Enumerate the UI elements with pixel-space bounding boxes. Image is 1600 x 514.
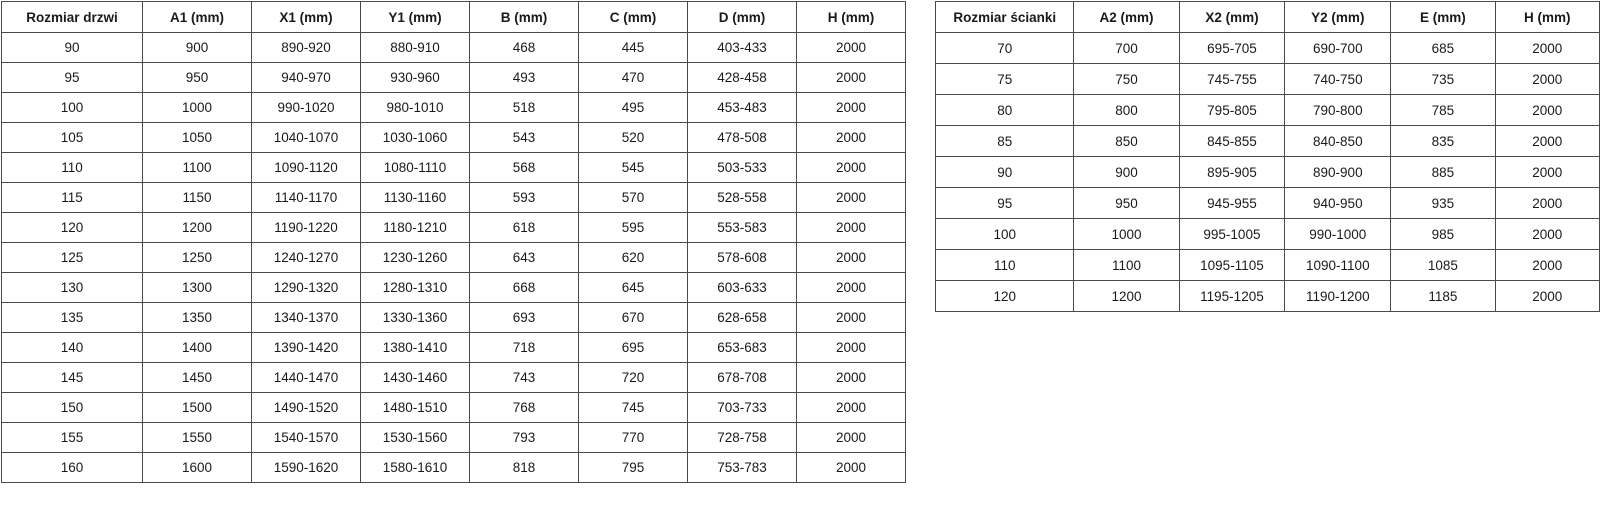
table-row	[2, 363, 906, 393]
table-cell: 840-850	[1285, 126, 1391, 157]
table-cell: 2000	[1495, 95, 1599, 126]
table-cell: 518	[470, 93, 579, 123]
table-cell: 2000	[797, 123, 906, 153]
column-header: D (mm)	[688, 2, 797, 33]
table-row	[2, 213, 906, 243]
table-cell: 2000	[797, 273, 906, 303]
table-cell: 75	[936, 64, 1074, 95]
table-cell: 900	[1074, 157, 1179, 188]
table-cell: 2000	[1495, 188, 1599, 219]
table-cell: 950	[143, 63, 252, 93]
table-cell: 1500	[143, 393, 252, 423]
column-header: H (mm)	[1495, 2, 1599, 33]
table-cell: 785	[1391, 95, 1495, 126]
column-header: A2 (mm)	[1074, 2, 1179, 33]
table-cell: 1195-1205	[1179, 281, 1285, 312]
table-cell: 1330-1360	[361, 303, 470, 333]
table-cell: 578-608	[688, 243, 797, 273]
table-cell: 835	[1391, 126, 1495, 157]
table-cell: 1490-1520	[252, 393, 361, 423]
table-cell: 643	[470, 243, 579, 273]
column-header: X1 (mm)	[252, 2, 361, 33]
table-cell: 140	[2, 333, 143, 363]
table-cell: 603-633	[688, 273, 797, 303]
table-cell: 528-558	[688, 183, 797, 213]
table-cell: 545	[579, 153, 688, 183]
table-cell: 155	[2, 423, 143, 453]
table-cell: 95	[936, 188, 1074, 219]
table-cell: 130	[2, 273, 143, 303]
table-cell: 80	[936, 95, 1074, 126]
wall-sizes-table-body	[936, 33, 1600, 312]
table-cell: 468	[470, 33, 579, 63]
table-cell: 2000	[1495, 250, 1599, 281]
table-cell: 790-800	[1285, 95, 1391, 126]
table-cell: 428-458	[688, 63, 797, 93]
table-cell: 795-805	[1179, 95, 1285, 126]
table-cell: 695	[579, 333, 688, 363]
table-cell: 1480-1510	[361, 393, 470, 423]
table-cell: 930-960	[361, 63, 470, 93]
table-cell: 1095-1105	[1179, 250, 1285, 281]
table-cell: 700	[1074, 33, 1179, 64]
table-cell: 70	[936, 33, 1074, 64]
table-cell: 890-920	[252, 33, 361, 63]
column-header: Y1 (mm)	[361, 2, 470, 33]
table-cell: 900	[143, 33, 252, 63]
table-cell: 618	[470, 213, 579, 243]
table-cell: 1550	[143, 423, 252, 453]
table-row	[2, 153, 906, 183]
table-cell: 770	[579, 423, 688, 453]
table-row	[936, 157, 1600, 188]
table-cell: 1190-1220	[252, 213, 361, 243]
table-cell: 120	[2, 213, 143, 243]
table-cell: 850	[1074, 126, 1179, 157]
table-cell: 1180-1210	[361, 213, 470, 243]
table-cell: 1150	[143, 183, 252, 213]
table-row	[2, 423, 906, 453]
table-row	[2, 123, 906, 153]
table-cell: 1000	[1074, 219, 1179, 250]
column-header: A1 (mm)	[143, 2, 252, 33]
table-cell: 985	[1391, 219, 1495, 250]
table-cell: 745-755	[1179, 64, 1285, 95]
table-row	[936, 126, 1600, 157]
table-cell: 503-533	[688, 153, 797, 183]
table-cell: 720	[579, 363, 688, 393]
table-cell: 1185	[1391, 281, 1495, 312]
table-cell: 90	[2, 33, 143, 63]
table-cell: 1200	[1074, 281, 1179, 312]
column-header: B (mm)	[470, 2, 579, 33]
table-cell: 1100	[143, 153, 252, 183]
table-cell: 895-905	[1179, 157, 1285, 188]
column-header: X2 (mm)	[1179, 2, 1285, 33]
table-cell: 885	[1391, 157, 1495, 188]
table-cell: 1590-1620	[252, 453, 361, 483]
table-cell: 1380-1410	[361, 333, 470, 363]
table-cell: 1350	[143, 303, 252, 333]
table-cell: 100	[936, 219, 1074, 250]
table-cell: 105	[2, 123, 143, 153]
table-cell: 1130-1160	[361, 183, 470, 213]
column-header: Rozmiar ścianki	[936, 2, 1074, 33]
table-cell: 1340-1370	[252, 303, 361, 333]
table-cell: 570	[579, 183, 688, 213]
table-cell: 793	[470, 423, 579, 453]
table-cell: 1090-1100	[1285, 250, 1391, 281]
table-cell: 1000	[143, 93, 252, 123]
table-cell: 1440-1470	[252, 363, 361, 393]
table-cell: 2000	[1495, 64, 1599, 95]
table-cell: 478-508	[688, 123, 797, 153]
table-cell: 2000	[1495, 281, 1599, 312]
table-cell: 695-705	[1179, 33, 1285, 64]
table-row	[2, 63, 906, 93]
table-cell: 110	[2, 153, 143, 183]
table-cell: 935	[1391, 188, 1495, 219]
wall-sizes-table	[935, 1, 1600, 312]
table-cell: 2000	[797, 33, 906, 63]
table-cell: 95	[2, 63, 143, 93]
table-cell: 125	[2, 243, 143, 273]
table-cell: 1230-1260	[361, 243, 470, 273]
table-cell: 890-900	[1285, 157, 1391, 188]
table-cell: 135	[2, 303, 143, 333]
table-cell: 470	[579, 63, 688, 93]
table-cell: 100	[2, 93, 143, 123]
table-cell: 520	[579, 123, 688, 153]
table-cell: 568	[470, 153, 579, 183]
column-header: E (mm)	[1391, 2, 1495, 33]
table-cell: 1300	[143, 273, 252, 303]
table-cell: 2000	[1495, 219, 1599, 250]
door-sizes-table-body	[2, 33, 906, 483]
table-cell: 628-658	[688, 303, 797, 333]
table-cell: 1530-1560	[361, 423, 470, 453]
table-cell: 703-733	[688, 393, 797, 423]
column-header: Y2 (mm)	[1285, 2, 1391, 33]
table-row	[2, 453, 906, 483]
table-cell: 2000	[797, 423, 906, 453]
table-row	[936, 219, 1600, 250]
table-cell: 2000	[797, 213, 906, 243]
table-cell: 445	[579, 33, 688, 63]
table-cell: 1600	[143, 453, 252, 483]
table-cell: 553-583	[688, 213, 797, 243]
table-cell: 595	[579, 213, 688, 243]
table-cell: 1050	[143, 123, 252, 153]
table-cell: 2000	[1495, 33, 1599, 64]
table-cell: 1140-1170	[252, 183, 361, 213]
table-cell: 1100	[1074, 250, 1179, 281]
table-row	[936, 64, 1600, 95]
table-cell: 693	[470, 303, 579, 333]
table-cell: 980-1010	[361, 93, 470, 123]
table-row	[936, 95, 1600, 126]
table-row	[2, 393, 906, 423]
table-cell: 795	[579, 453, 688, 483]
table-row	[936, 33, 1600, 64]
table-cell: 145	[2, 363, 143, 393]
table-cell: 2000	[797, 363, 906, 393]
column-header: H (mm)	[797, 2, 906, 33]
table-cell: 2000	[797, 63, 906, 93]
table-cell: 120	[936, 281, 1074, 312]
table-cell: 678-708	[688, 363, 797, 393]
table-cell: 1400	[143, 333, 252, 363]
table-cell: 718	[470, 333, 579, 363]
table-cell: 1250	[143, 243, 252, 273]
table-cell: 880-910	[361, 33, 470, 63]
table-cell: 940-970	[252, 63, 361, 93]
table-cell: 818	[470, 453, 579, 483]
table-row	[936, 281, 1600, 312]
table-cell: 2000	[797, 333, 906, 363]
table-row	[2, 183, 906, 213]
table-cell: 495	[579, 93, 688, 123]
table-cell: 750	[1074, 64, 1179, 95]
door-sizes-table-header	[2, 2, 906, 33]
table-cell: 735	[1391, 64, 1495, 95]
table-cell: 150	[2, 393, 143, 423]
table-cell: 1085	[1391, 250, 1495, 281]
table-cell: 753-783	[688, 453, 797, 483]
table-cell: 690-700	[1285, 33, 1391, 64]
table-cell: 1290-1320	[252, 273, 361, 303]
table-row	[2, 93, 906, 123]
table-cell: 653-683	[688, 333, 797, 363]
table-cell: 1540-1570	[252, 423, 361, 453]
table-cell: 1430-1460	[361, 363, 470, 393]
table-row	[2, 273, 906, 303]
table-cell: 493	[470, 63, 579, 93]
table-cell: 800	[1074, 95, 1179, 126]
table-cell: 990-1000	[1285, 219, 1391, 250]
table-cell: 740-750	[1285, 64, 1391, 95]
table-cell: 1190-1200	[1285, 281, 1391, 312]
table-row	[936, 188, 1600, 219]
table-cell: 2000	[797, 453, 906, 483]
table-cell: 945-955	[1179, 188, 1285, 219]
table-cell: 453-483	[688, 93, 797, 123]
table-cell: 1040-1070	[252, 123, 361, 153]
table-cell: 940-950	[1285, 188, 1391, 219]
table-cell: 1280-1310	[361, 273, 470, 303]
table-cell: 2000	[1495, 126, 1599, 157]
table-row	[936, 250, 1600, 281]
header-row	[936, 2, 1600, 33]
table-cell: 645	[579, 273, 688, 303]
table-cell: 845-855	[1179, 126, 1285, 157]
header-row	[2, 2, 906, 33]
column-header: Rozmiar drzwi	[2, 2, 143, 33]
table-cell: 90	[936, 157, 1074, 188]
table-cell: 950	[1074, 188, 1179, 219]
table-cell: 743	[470, 363, 579, 393]
table-cell: 543	[470, 123, 579, 153]
table-cell: 990-1020	[252, 93, 361, 123]
table-cell: 728-758	[688, 423, 797, 453]
table-cell: 1580-1610	[361, 453, 470, 483]
table-cell: 2000	[1495, 157, 1599, 188]
door-sizes-table	[1, 1, 906, 483]
table-cell: 685	[1391, 33, 1495, 64]
table-cell: 2000	[797, 243, 906, 273]
table-cell: 1240-1270	[252, 243, 361, 273]
table-cell: 620	[579, 243, 688, 273]
table-row	[2, 333, 906, 363]
table-cell: 2000	[797, 153, 906, 183]
table-cell: 745	[579, 393, 688, 423]
table-cell: 2000	[797, 183, 906, 213]
table-cell: 85	[936, 126, 1074, 157]
table-cell: 668	[470, 273, 579, 303]
table-cell: 403-433	[688, 33, 797, 63]
table-cell: 115	[2, 183, 143, 213]
table-cell: 2000	[797, 93, 906, 123]
table-cell: 2000	[797, 303, 906, 333]
table-cell: 670	[579, 303, 688, 333]
table-cell: 110	[936, 250, 1074, 281]
table-cell: 1390-1420	[252, 333, 361, 363]
table-cell: 1080-1110	[361, 153, 470, 183]
table-row	[2, 33, 906, 63]
table-row	[2, 303, 906, 333]
table-cell: 2000	[797, 393, 906, 423]
table-cell: 1090-1120	[252, 153, 361, 183]
wall-sizes-table-header	[936, 2, 1600, 33]
table-row	[2, 243, 906, 273]
table-cell: 160	[2, 453, 143, 483]
table-cell: 995-1005	[1179, 219, 1285, 250]
column-header: C (mm)	[579, 2, 688, 33]
table-cell: 1450	[143, 363, 252, 393]
table-cell: 1030-1060	[361, 123, 470, 153]
table-cell: 593	[470, 183, 579, 213]
table-cell: 1200	[143, 213, 252, 243]
table-cell: 768	[470, 393, 579, 423]
